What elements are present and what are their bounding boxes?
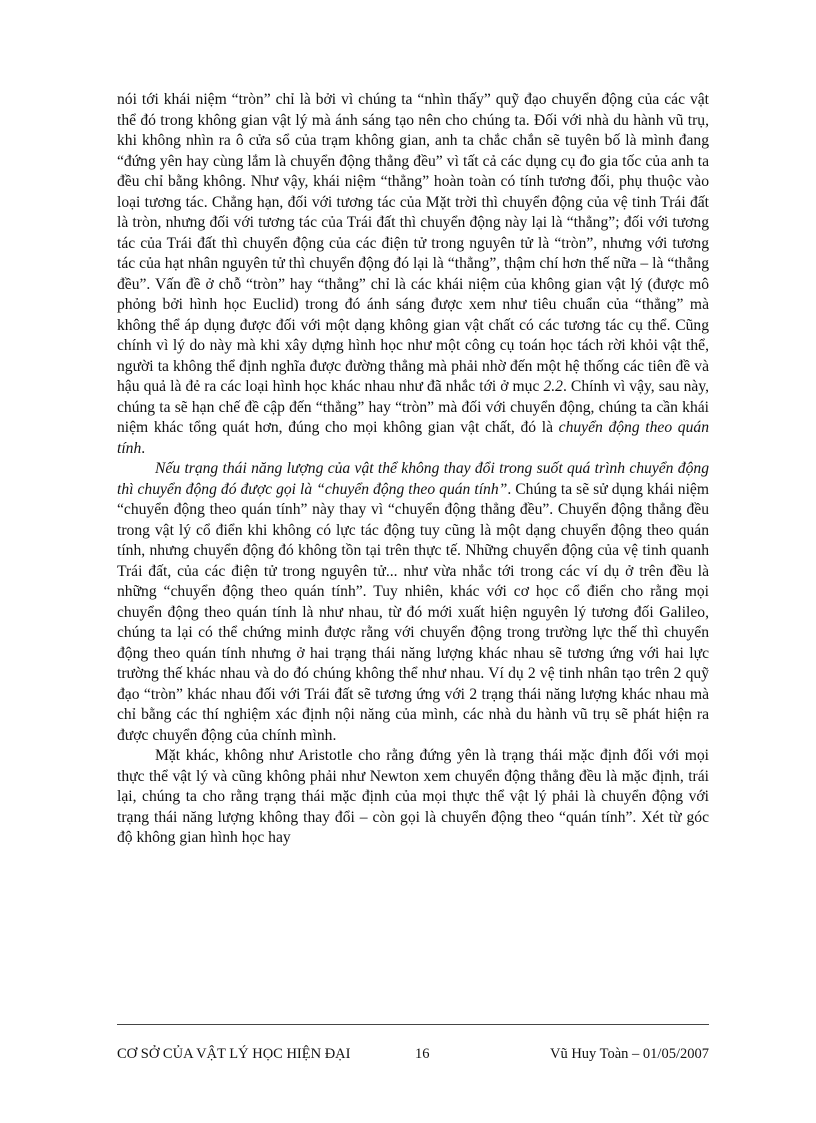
paragraph-3-text: Mặt khác, không như Aristotle cho rằng đứng yên là trạng thái mặc định đối với mọi thực thể vật lý và cũng không phải như Newton xem chuyển động thẳng đều là mặc định, trái lại, chúng ta cho rằng trạng thái mặc định của mọi thực thể vật lý phải là chuyển động với trạng thái năng lượng không thay đổi – còn gọi là chuyển động theo “quán tính”. Xét từ góc độ không gian hình học hay bbox=[117, 747, 709, 846]
paragraph-1-text-b: . Chính vì vậy, sau này, chúng ta sẽ hạn chế đề cập đến “thẳng” hay “tròn” mà đối với chuyển động, chúng ta cần khái niệm khác tổng quát hơn, đúng cho mọi không gian vật chất, đó là bbox=[117, 378, 710, 436]
paragraph-1 bbox=[117, 90, 709, 459]
page-footer bbox=[117, 1044, 709, 1064]
section-reference: 2.2 bbox=[543, 378, 563, 395]
paragraph-2 bbox=[117, 459, 709, 746]
footer-page-number: 16 bbox=[415, 1046, 430, 1062]
footer-rule bbox=[117, 1024, 709, 1025]
paragraph-3 bbox=[117, 746, 709, 849]
footer-author-date: Vũ Huy Toàn – 01/05/2007 bbox=[549, 1046, 709, 1062]
definition-italic: Nếu trạng thái năng lượng của vật thể không thay đổi trong suốt quá trình chuyển động thì chuyển động đó được gọi là “chuyển động theo quán tính” bbox=[117, 460, 709, 498]
paragraph-2-text: . Chúng ta sẽ sử dụng khái niệm “chuyển động theo quán tính” này thay vì “chuyển động thẳng đều”. Chuyển động thẳng đều trong vật lý cổ điển khi không có lực tác động tuy cũng là một dạng chuyển động theo quán tính, nhưng chuyển động đó không tồn tại trên thực tế. Những chuyển động của vệ tinh quanh Trái đất, của các điện tử trong nguyên tử... như vừa nhắc tới trong các ví dụ ở trên đều là những “chuyển động theo quán tính”. Tuy nhiên, khác với cơ học cổ điển cho rằng mọi chuyển động theo quán tính là như nhau, từ đó mới xuất hiện nguyên lý tương đối Galileo, chúng ta lại có thể chứng minh được rằng với chuyển động trong trường lực thế thì chuyển động theo quán tính nhưng ở hai trạng thái năng lượng khác nhau sẽ tương ứng với hai lực trường thế khác nhau và do đó chúng không thể như nhau. Ví dụ 2 vệ tinh nhân tạo trên 2 quỹ đạo “tròn” khác nhau đối với Trái đất sẽ tương ứng với 2 trạng thái năng lượng khác nhau mà chỉ bằng các thí nghiệm xác định nội năng của mình, các nhà du hành vũ trụ sẽ phát hiện ra được chuyển động của chính mình. bbox=[117, 480, 709, 744]
key-term: chuyển động theo quán tính bbox=[117, 419, 709, 457]
body-text bbox=[117, 90, 709, 849]
paragraph-1-text-c: . bbox=[141, 439, 146, 457]
footer-book-title: CƠ SỞ CỦA VẬT LÝ HỌC HIỆN ĐẠI bbox=[117, 1046, 351, 1062]
paragraph-1-text-a: nói tới khái niệm “tròn” chỉ là bởi vì chúng ta “nhìn thấy” quỹ đạo chuyển động của các vật thể đó trong không gian vật lý mà ánh sáng tạo nên cho chúng ta. Đối với nhà du hành vũ trụ, khi không nhìn ra ô cửa sổ của trạm không gian, anh ta chắc chắn sẽ tuyên bố là mình đang “đứng yên hay cùng lắm là chuyển động thẳng đều” vì tất cả các dụng cụ đo gia tốc của anh ta đều chỉ bằng không. Như vậy, khái niệm “thẳng” hoàn toàn có tính tương đối, phụ thuộc vào loại tương tác. Chẳng hạn, đối với tương tác của Mặt trời thì chuyển động của vệ tinh Trái đất là tròn, nhưng đối với tương tác của Trái đất thì chuyển động này lại là “thẳng”; đối với tương tác của Trái đất thì chuyển động của các điện tử trong nguyên tử là “tròn”, nhưng với tương tác của hạt nhân nguyên tử thì chuyển động đó lại là “thẳng”, thậm chí hơn thế nữa – là “thẳng đều”. Vấn đề ở chỗ “tròn” hay “thẳng” chỉ là các khái niệm của không gian vật lý (được mô phỏng bởi hình học Euclid) trong đó ánh sáng được xem như tiêu chuẩn của “thẳng” mà không thể áp dụng được đối với một dạng không gian vật chất có các tương tác cụ thể. Cũng chính vì lý do này mà khi xây dựng hình học như một công cụ toán học tách rời khỏi vật thể, người ta không thể định nghĩa được đường thẳng mà phải nhờ đến một hệ thống các tiên đề và hậu quả là đẻ ra các loại hình học khác nhau như đã nhắc tới ở mục bbox=[117, 91, 709, 395]
